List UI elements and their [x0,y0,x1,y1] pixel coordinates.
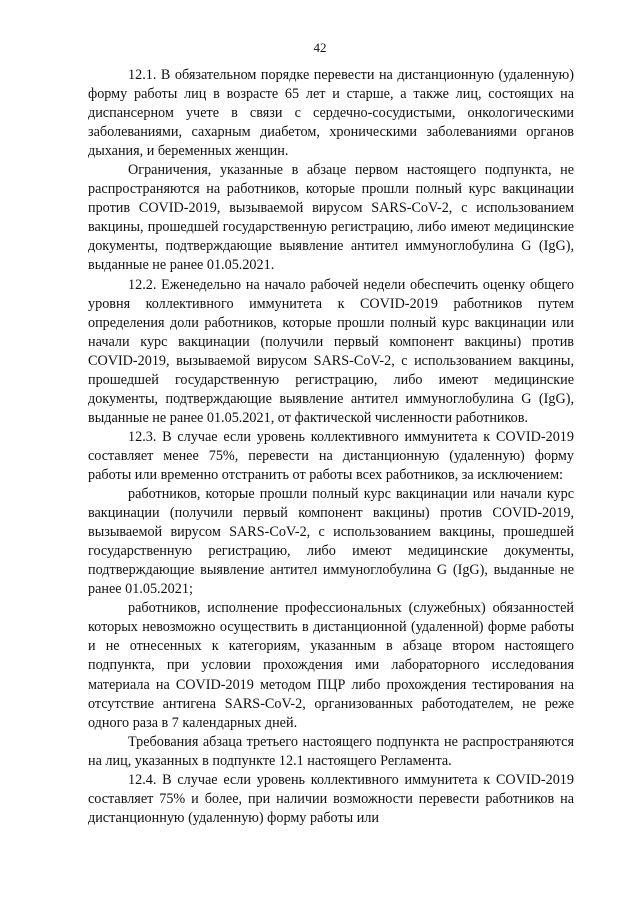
paragraph-12-1-exception: Ограничения, указанные в абзаце первом настоящего подпункта, не распространяются на работников, которые прошли полный курс вакцинации против COVID-2019, вызываемой вирусом SARS-CoV-2, с использованием вакцины, прошедшей государственную регистрацию, либо имеют медицинские документы, подтверждающие выявление антител иммуноглобулина G (IgG), выданные не ранее 01.05.2021. [88,162,574,274]
page-number: 42 [313,40,327,55]
paragraph-12-4: 12.4. В случае если уровень коллективного иммунитета к COVID-2019 составляет 75% и более, при наличии возможности перевести работников на дистанционную (удаленную) форму работы или [88,771,574,826]
paragraph-12-3-requirements: Требования абзаца третьего настоящего подпункта не распространяются на лиц, указанных в подпункте 12.1 настоящего Регламента. [88,733,574,769]
paragraph-12-3-vaccinated: работников, которые прошли полный курс вакцинации или начали курс вакцинации (получили первый компонент вакцины) против COVID-2019, вызываемой вирусом SARS-CoV-2, с использованием вакцины, прошедшей государственную регистрацию, либо имеют медицинские документы, подтверждающие выявление антител иммуноглобулина G (IgG), выданные не ранее 01.05.2021; [88,486,574,598]
paragraph-12-3-tested: работников, исполнение профессиональных (служебных) обязанностей которых невозможно осуществить в дистанционной (удаленной) форме работы и не отнесенных к категориям, указанным в абзаце втором настоящего подпункта, при условии прохождения ими лабораторного исследования материала на COVID-2019 методом ПЦР либо прохождения тестирования на отсутствие антигена SARS-CoV-2, организованных работодателем, не реже одного раза в 7 календарных дней. [88,600,574,731]
paragraph-12-3: 12.3. В случае если уровень коллективного иммунитета к COVID-2019 составляет менее 75%, перевести на дистанционную (удаленную) форму работы или временно отстранить от работы всех работников, за исключением: [88,428,574,483]
document-body [88,66,574,828]
paragraph-12-2: 12.2. Еженедельно на начало рабочей недели обеспечить оценку общего уровня коллективного иммунитета к COVID-2019 работников путем определения доли работников, которые прошли полный курс вакцинации или начали курс вакцинации (получили первый компонент вакцины) против COVID-2019, вызываемой вирусом SARS-CoV-2, с использованием вакцины, прошедшей государственную регистрацию, либо имеют медицинские документы, подтверждающие выявление антител иммуноглобулина G (IgG), выданные не ранее 01.05.2021, от фактической численности работников. [88,276,574,426]
paragraph-12-1: 12.1. В обязательном порядке перевести на дистанционную (удаленную) форму работы лиц в возрасте 65 лет и старше, а также лиц, состоящих на диспансерном учете в связи с сердечно-сосудистыми, онкологическими заболеваниями, сахарным диабетом, хроническими заболеваниями органов дыхания, и беременных женщин. [88,67,574,160]
